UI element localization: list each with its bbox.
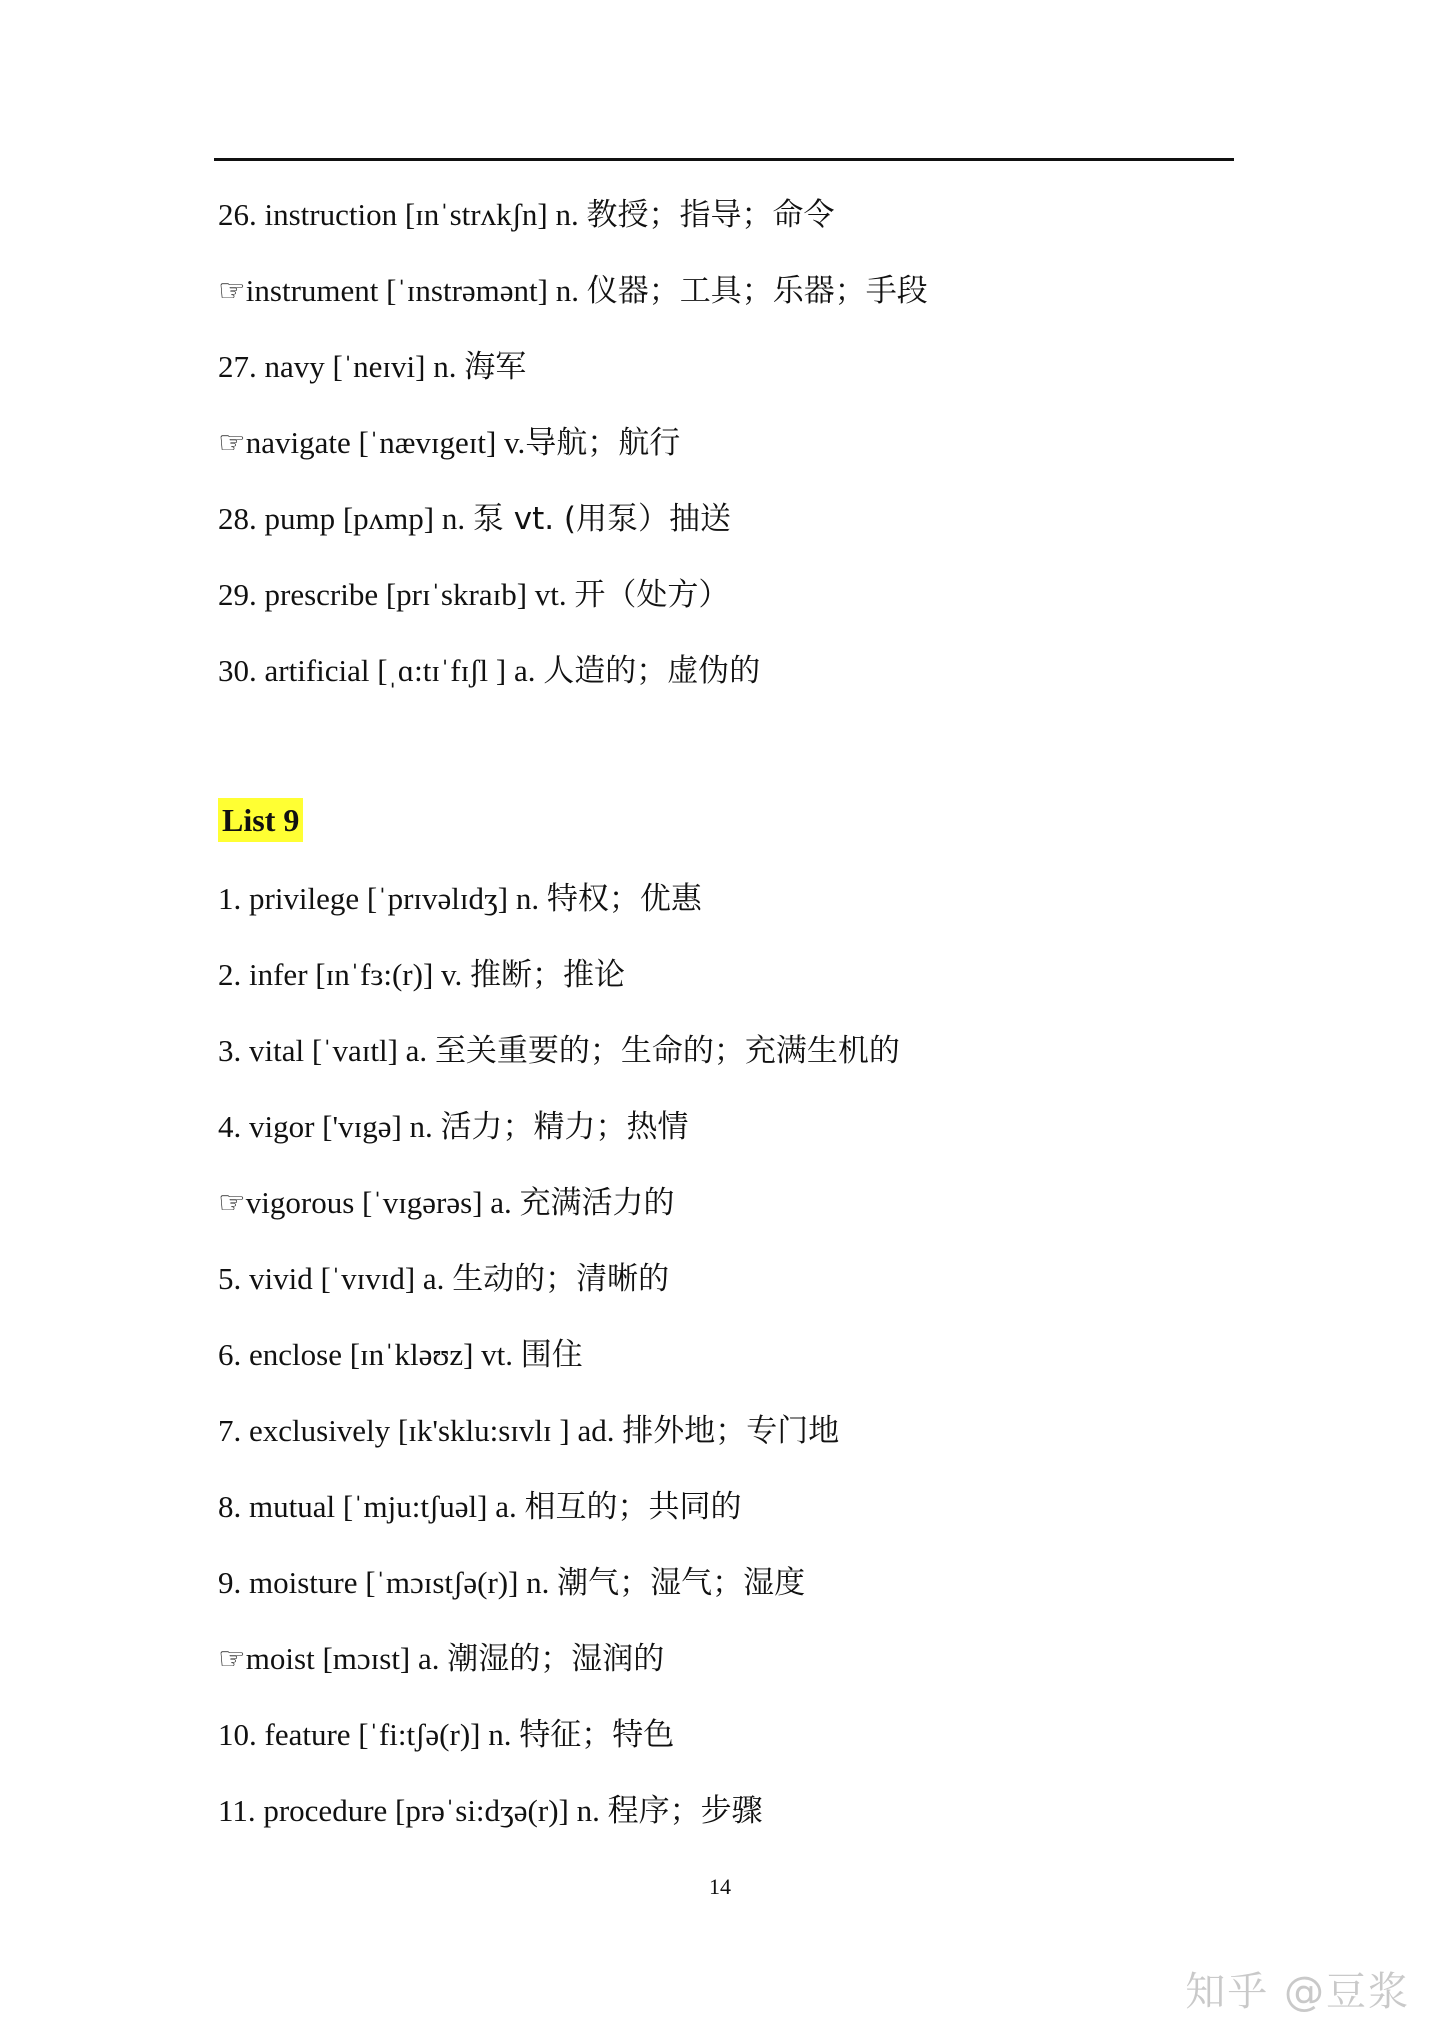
- entry-meaning: 潮湿的；湿润的: [447, 1641, 665, 1677]
- entry-meaning: 人造的；虚伪的: [543, 653, 761, 689]
- entry-word: 7. exclusively [ɪk'sklu:sɪvlɪ ] ad.: [218, 1413, 623, 1448]
- list-heading: List 9: [218, 798, 303, 842]
- entry-meaning: 充满活力的: [519, 1185, 675, 1221]
- vocab-entry: [218, 1711, 674, 1759]
- vocab-entry: [218, 1407, 839, 1455]
- entry-meaning: 推断；推论: [470, 957, 626, 993]
- entry-meaning: 仪器；工具；乐器；手段: [586, 273, 928, 309]
- vocab-entry: [218, 875, 702, 923]
- entry-meaning: 围住: [520, 1337, 583, 1373]
- entry-word: 27. navy [ˈneɪvi] n.: [218, 349, 465, 384]
- entry-meaning: 相互的；共同的: [524, 1489, 742, 1525]
- entry-word: 5. vivid [ˈvɪvɪd] a.: [218, 1261, 453, 1296]
- vocab-entry: [218, 1559, 805, 1607]
- entry-word: 9. moisture [ˈmɔɪstʃə(r)] n.: [218, 1565, 558, 1600]
- entry-word: ☞navigate [ˈnævɪgeɪt] v.: [218, 425, 526, 460]
- entry-meaning: 程序；步骤: [607, 1793, 763, 1829]
- vocab-entry: [218, 1787, 763, 1835]
- page-number: 14: [709, 1874, 731, 1899]
- entry-meaning: 特征；特色: [519, 1717, 675, 1753]
- vocab-entry: [218, 1103, 689, 1151]
- entry-meaning: 特权；优惠: [546, 881, 702, 917]
- entry-meaning: 教授；指导；命令: [586, 197, 835, 233]
- watermark: 知乎 @豆浆: [1185, 1969, 1410, 2015]
- entry-word: 11. procedure [prəˈsi:dʒə(r)] n.: [218, 1793, 608, 1828]
- entry-word: 4. vigor ['vɪgə] n.: [218, 1109, 441, 1144]
- entry-word: 29. prescribe [prɪˈskraɪb] vt.: [218, 577, 575, 612]
- entry-word: 2. infer [ɪnˈfɜ:(r)] v.: [218, 957, 471, 992]
- entry-word: 8. mutual [ˈmju:tʃuəl] a.: [218, 1489, 525, 1524]
- vocab-entry: [218, 267, 928, 315]
- header-rule: [214, 158, 1234, 161]
- vocab-entry: [218, 647, 760, 695]
- vocab-entry: [218, 1179, 675, 1227]
- entry-word: 1. privilege [ˈprɪvəlɪdʒ] n.: [218, 881, 547, 916]
- vocab-entry: [218, 343, 526, 391]
- entry-word: 10. feature [ˈfi:tʃə(r)] n.: [218, 1717, 520, 1752]
- entry-word: ☞vigorous [ˈvɪgərəs] a.: [218, 1185, 520, 1220]
- entry-word: ☞moist [mɔɪst] a.: [218, 1641, 448, 1676]
- entry-meaning: 海军: [464, 349, 527, 385]
- entry-meaning: 排外地；专门地: [622, 1413, 840, 1449]
- entry-meaning: 泵 vt. (用泵）抽送: [472, 501, 732, 537]
- entry-meaning: 生动的；清晰的: [452, 1261, 670, 1297]
- entry-meaning: 导航；航行: [525, 425, 681, 461]
- vocab-entry: [218, 419, 680, 467]
- entry-word: 26. instruction [ɪnˈstrʌkʃn] n.: [218, 197, 587, 232]
- entry-meaning: 开（处方）: [574, 577, 730, 613]
- vocab-entry: [218, 191, 835, 239]
- entry-word: ☞instrument [ˈɪnstrəmənt] n.: [218, 273, 587, 308]
- vocab-entry: [218, 1027, 900, 1075]
- entry-word: 28. pump [pʌmp] n.: [218, 501, 473, 536]
- entry-word: 3. vital [ˈvaɪtl] a.: [218, 1033, 435, 1068]
- vocab-entry: [218, 1331, 583, 1379]
- vocab-entry: [218, 495, 731, 543]
- vocab-entry: [218, 1483, 741, 1531]
- entry-meaning: 活力；精力；热情: [440, 1109, 689, 1145]
- entry-meaning: 潮气；湿气；湿度: [557, 1565, 806, 1601]
- vocab-entry: [218, 1635, 664, 1683]
- vocab-entry: [218, 1255, 669, 1303]
- vocab-entry: [218, 571, 729, 619]
- vocab-entry: [218, 951, 625, 999]
- entry-word: 30. artificial [ˌɑ:tɪˈfɪʃl ] a.: [218, 653, 544, 688]
- entry-word: 6. enclose [ɪnˈkləʊz] vt.: [218, 1337, 521, 1372]
- entry-meaning: 至关重要的；生命的；充满生机的: [434, 1033, 900, 1069]
